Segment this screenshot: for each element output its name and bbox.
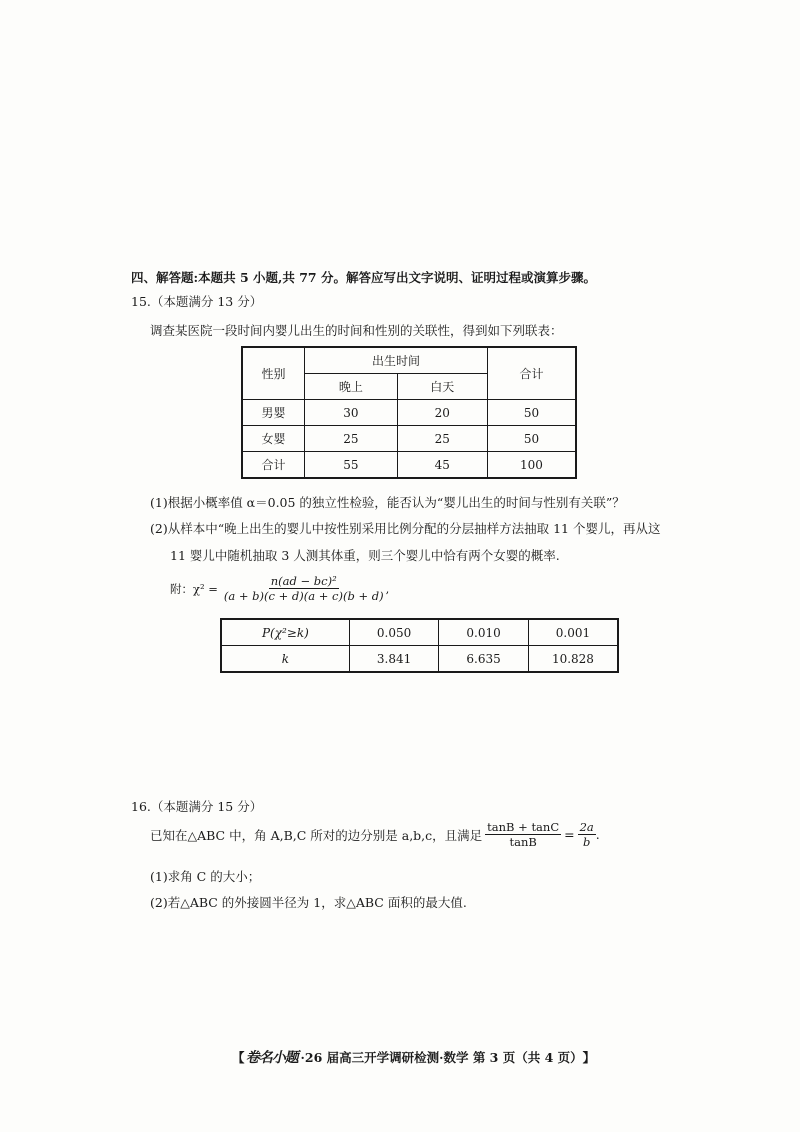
cell-total: 50 [487,400,576,426]
row1-label: P(χ²≥k) [221,619,349,646]
q15-part2-line2: 11 婴儿中随机抽取 3 人测其体重，则三个婴儿中恰有两个女婴的概率. [170,548,560,563]
footer-bracket-left: 【 [232,1050,245,1065]
q16-part1: (1)求角 C 的大小； [150,869,261,884]
frac-right-numerator: 2a [579,820,594,834]
table-row [242,452,576,479]
q15-part2-line1: (2)从样本中“晚上出生的婴儿中按性别采用比例分配的分层抽样方法抽取 11 个婴儿，再从这 [150,521,661,536]
header-total: 合计 [487,347,576,400]
q16-part2: (2)若△ABC 的外接圆半径为 1，求△ABC 面积的最大值. [150,895,467,910]
k-value: 3.841 [349,646,439,673]
cell-night: 30 [305,400,397,426]
q16-fraction-left [485,820,561,849]
cell-day: 20 [397,400,487,426]
frac-right-denominator: b [583,835,591,849]
formula-fraction [222,574,386,603]
table-row [221,646,618,673]
row-label: 女婴 [242,426,305,452]
cell-day: 45 [397,452,487,479]
q16-end: . [595,827,600,842]
formula-numerator: n(ad − bc)² [270,574,337,588]
contingency-table [241,346,577,479]
table-row [242,426,576,452]
cell-day: 25 [397,426,487,452]
p-value: 0.050 [349,619,439,646]
q16-fraction-right [578,820,596,849]
chi-square-formula [170,574,389,603]
header-day: 白天 [397,374,487,400]
brand-logo: 卷名小题 [244,1050,301,1066]
cell-total: 100 [487,452,576,479]
p-value: 0.010 [439,619,529,646]
formula-suffix: , [385,581,390,596]
header-night: 晚上 [305,374,397,400]
footer-bracket-right: 】 [582,1050,596,1065]
header-birth-time: 出生时间 [305,347,488,374]
k-value: 10.828 [528,646,618,673]
row-label: 男婴 [242,400,305,426]
k-value: 6.635 [439,646,529,673]
table-row [221,619,618,646]
row-label: 合计 [242,452,305,479]
frac-left-numerator: tanB + tanC [487,820,560,834]
q16-heading: 16.（本题满分 15 分） [131,799,263,814]
equals-sign: = [564,827,575,842]
q15-part1: (1)根据小概率值 α＝0.05 的独立性检验，能否认为“婴儿出生的时间与性别有关联”？ [150,495,625,510]
critical-value-table [220,618,619,673]
row2-label: k [221,646,349,673]
q15-intro: 调查某医院一段时间内婴儿出生的时间和性别的关联性，得到如下列联表： [150,323,563,338]
cell-night: 25 [305,426,397,452]
cell-night: 55 [305,452,397,479]
table-row [242,400,576,426]
formula-prefix: 附：χ² = [170,581,218,596]
section-header: 四、解答题:本题共 5 小题,共 77 分。解答应写出文字说明、证明过程或演算步骤。 [131,270,596,285]
header-gender: 性别 [242,347,305,400]
formula-denominator: (a + b)(c + d)(a + c)(b + d) [223,589,384,603]
p-value: 0.001 [528,619,618,646]
footer-text: ·26 届高三开学调研检测·数学 第 3 页（共 4 页） [300,1050,583,1065]
frac-left-denominator: tanB [509,835,537,849]
cell-total: 50 [487,426,576,452]
q15-heading: 15.（本题满分 13 分） [131,294,263,309]
page-footer [232,1047,595,1067]
q16-intro: 已知在△ABC 中，角 A,B,C 所对的边分别是 a,b,c，且满足 [150,827,483,843]
q16-statement [150,820,600,849]
